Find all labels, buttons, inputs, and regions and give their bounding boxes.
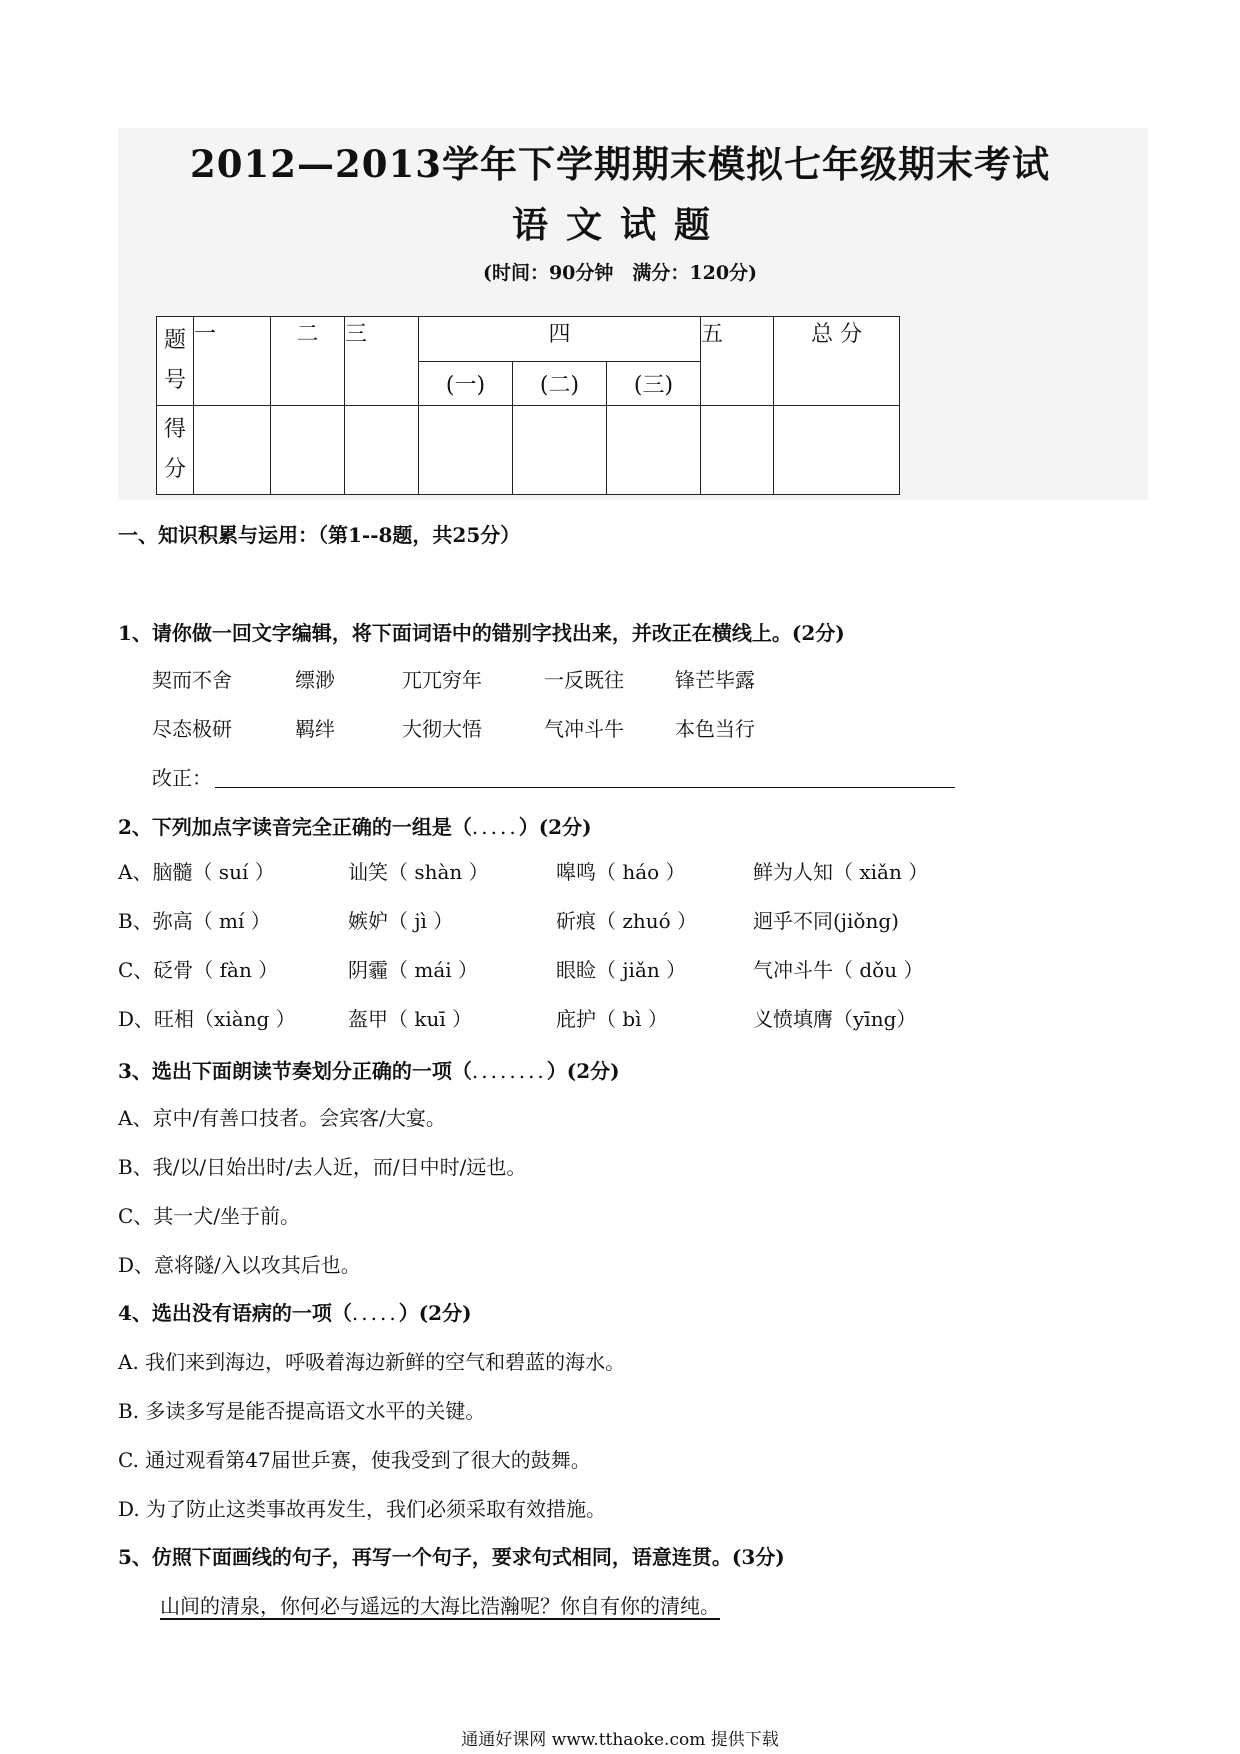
q2-option-a2: 讪笑（ shàn ） <box>348 860 489 884</box>
q2-option-d1: D、旺相（xiàng ） <box>118 1007 296 1031</box>
score-cell <box>345 406 419 495</box>
score-cell <box>194 406 271 495</box>
question-3-stem <box>118 1055 620 1084</box>
q2-option-b3: 斫痕（ zhuó ） <box>556 909 698 933</box>
col-4-sub-1: (一) <box>419 361 513 406</box>
question-2-stem <box>118 811 592 840</box>
col-4-header: 四 <box>419 317 701 362</box>
row-label-question: 题号 <box>157 317 194 406</box>
q1-word: 一反既往 <box>544 668 624 692</box>
row-label-score: 得分 <box>157 406 194 495</box>
q1-word: 缥渺 <box>295 668 335 692</box>
q3-option-c: C、其一犬/坐于前。 <box>118 1204 301 1228</box>
q1-word: 本色当行 <box>675 717 755 741</box>
q3-stem-text: 3、选出下面朗读节奏划分正确的一项（ <box>118 1059 472 1083</box>
col-1-header: 一 <box>194 317 271 406</box>
q4-option-d: D. 为了防止这类事故再发生，我们必须采取有效措施。 <box>118 1497 607 1521</box>
col-3-header: 三 <box>345 317 419 406</box>
page-footer: 通通好课网 www.tthaoke.com 提供下载 <box>461 1730 779 1750</box>
q1-word: 气冲斗牛 <box>544 717 624 741</box>
q2-options <box>118 856 1118 1056</box>
q3-stem-end: ）(2分) <box>546 1059 620 1083</box>
q2-stem-text: 2、下列加点字读音完全正确的一组是（ <box>118 815 472 839</box>
question-4-stem <box>118 1297 472 1326</box>
score-cell <box>774 406 900 495</box>
col-4-sub-3: (三) <box>607 361 701 406</box>
q2-option-c4: 气冲斗牛（ dǒu ） <box>753 958 924 982</box>
score-cell <box>701 406 774 495</box>
score-cell <box>607 406 701 495</box>
q2-option-d3: 庇护（ bì ） <box>556 1007 668 1031</box>
col-2-header: 二 <box>271 317 345 406</box>
q2-option-b2: 嫉妒（ jì ） <box>348 909 454 933</box>
q2-option-a1: A、脑髓（ suí ） <box>118 860 275 884</box>
q4-stem-end: ）(2分) <box>398 1301 472 1325</box>
q1-word: 尽态极研 <box>152 717 232 741</box>
section-1-title: 一、知识积累与运用：（第1--8题，共25分） <box>118 523 521 547</box>
q1-word: 大彻大悟 <box>402 717 482 741</box>
exam-info: (时间：90分钟 满分：120分) <box>482 262 758 284</box>
q2-stem-end: ）(2分) <box>518 815 592 839</box>
q3-option-b: B、我/以/日始出时/去人近，而/日中时/远也。 <box>118 1155 527 1179</box>
question-5-stem: 5、仿照下面画线的句子，再写一个句子，要求句式相同，语意连贯。(3分) <box>118 1545 785 1569</box>
q1-answer-label: 改正： <box>152 766 212 790</box>
q3-option-a: A、京中/有善口技者。会宾客/大宴。 <box>118 1106 446 1130</box>
q2-option-c2: 阴霾（ mái ） <box>348 958 478 982</box>
q2-option-a3: 嗥鸣（ háo ） <box>556 860 686 884</box>
q1-word: 羁绊 <box>295 717 335 741</box>
exam-subtitle: 语文试题 <box>511 204 728 246</box>
q4-option-b: B. 多读多写是能否提高语文水平的关键。 <box>118 1399 486 1423</box>
q1-answer-line[interactable] <box>215 787 955 788</box>
q2-option-c1: C、砭骨（ fàn ） <box>118 958 279 982</box>
q4-option-a: A. 我们来到海边，呼吸着海边新鲜的空气和碧蓝的海水。 <box>118 1350 626 1374</box>
q1-word: 契而不舍 <box>152 668 232 692</box>
q2-answer-blank[interactable]: ..... <box>471 815 519 839</box>
score-cell <box>419 406 513 495</box>
score-table <box>156 316 900 495</box>
q1-word: 兀兀穷年 <box>402 668 482 692</box>
score-cell <box>513 406 607 495</box>
q2-option-d2: 盔甲（ kuī ） <box>348 1007 473 1031</box>
col-total-header: 总 分 <box>774 317 900 406</box>
q2-option-b1: B、弥高（ mí ） <box>118 909 271 933</box>
q2-option-a4: 鲜为人知（ xiǎn ） <box>753 860 929 884</box>
q3-option-d: D、意将隧/入以攻其后也。 <box>118 1253 361 1277</box>
q5-model-sentence: 山间的清泉，你何必与遥远的大海比浩瀚呢？你自有你的清纯。 <box>160 1594 720 1618</box>
exam-title: 2012—2013学年下学期期末模拟七年级期末考试 <box>190 142 1050 186</box>
q2-option-b4: 迥乎不同(jiǒng) <box>753 909 899 933</box>
col-4-sub-2: (二) <box>513 361 607 406</box>
question-1-stem: 1、请你做一回文字编辑，将下面词语中的错别字找出来，并改正在横线上。(2分) <box>118 621 845 645</box>
q2-option-d4: 义愤填膺（yīng） <box>753 1007 917 1031</box>
score-cell <box>271 406 345 495</box>
q4-option-c: C. 通过观看第47届世乒赛，使我受到了很大的鼓舞。 <box>118 1448 591 1472</box>
col-5-header: 五 <box>701 317 774 406</box>
q1-word: 锋芒毕露 <box>675 668 755 692</box>
q2-option-c3: 眼睑（ jiǎn ） <box>556 958 687 982</box>
q4-stem-text: 4、选出没有语病的一项（ <box>118 1301 352 1325</box>
q3-answer-blank[interactable]: ........ <box>471 1059 547 1083</box>
q4-answer-blank[interactable]: ..... <box>351 1301 399 1325</box>
